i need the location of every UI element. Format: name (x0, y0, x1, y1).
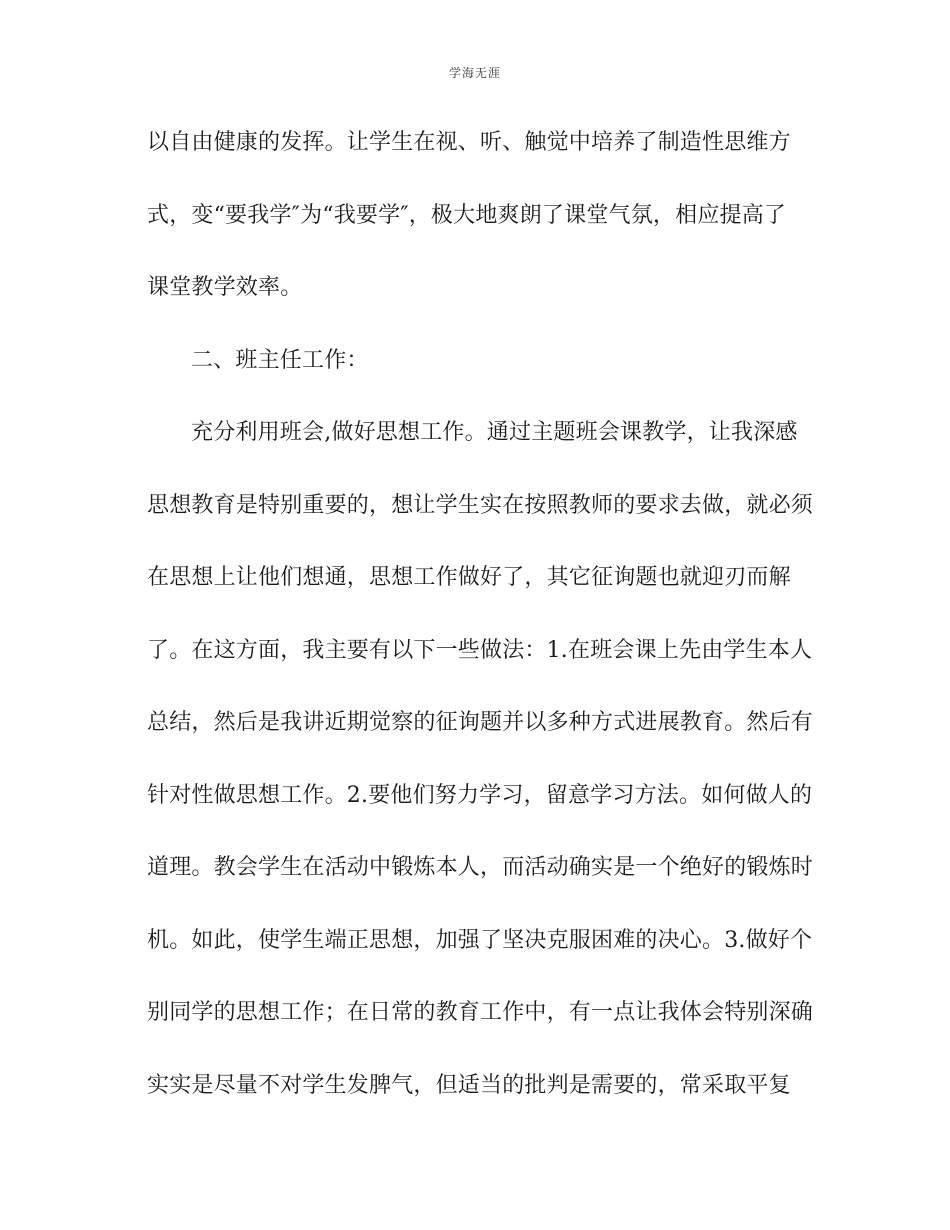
text-line: 针对性做思想工作。2.要他们努力学习，留意学习方法。如何做人的 (147, 782, 813, 808)
text-line: 思想教育是特别重要的，想让学生实在按照教师的要求去做，就必须 (147, 492, 814, 518)
text-line: 在思想上让他们想通，思想工作做好了，其它征询题也就迎刃而解 (147, 565, 791, 590)
text-line: 总结，然后是我讲近期觉察的征询题并以多种方式进展教育。然后有 (147, 710, 814, 735)
text-line: 实实是尽量不对学生发脾气，但适当的批判是需要的，常采取平复 (147, 1072, 791, 1098)
section-heading: 二、班主任工作： (191, 347, 369, 373)
text-line: 别同学的思想工作；在日常的教育工作中，有一点让我体会特别深确 (147, 1000, 814, 1025)
text-line: 机。如此，使学生端正思想，加强了坚决克服困难的决心。3.做好个 (147, 927, 813, 953)
paragraph-start-line: 充分利用班会,做好思想工作。通过主题班会课教学，让我深感 (191, 420, 798, 445)
text-line: 以自由健康的发挥。让学生在视、听、触觉中培养了制造性思维方 (147, 130, 791, 155)
running-header: 学海无涯 (448, 66, 501, 80)
text-line: 式，变“要我学″为“我要学″，极大地爽朗了课堂气氛，相应提高了 (147, 202, 787, 228)
body-text (147, 120, 812, 1135)
text-line: 课堂教学效率。 (147, 275, 303, 300)
text-line: 道理。教会学生在活动中锻炼本人，而活动确实是一个绝好的锻炼时 (147, 855, 814, 880)
text-line: 了。在这方面，我主要有以下一些做法：1.在班会课上先由学生本人 (147, 637, 813, 663)
